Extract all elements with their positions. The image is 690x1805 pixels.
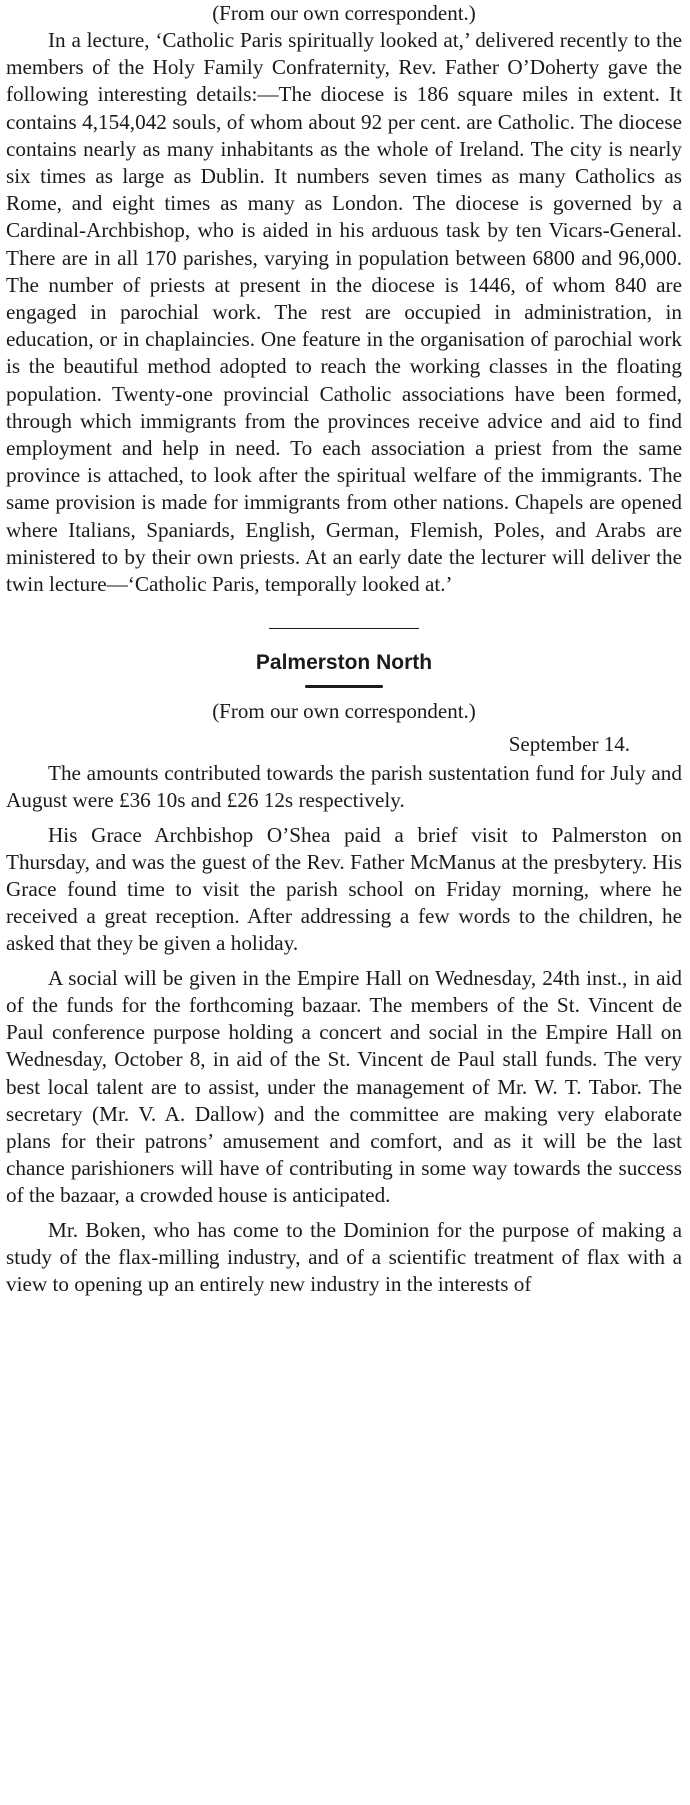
dateline: September 14. — [508, 732, 630, 757]
title-underline — [305, 685, 383, 688]
article-paris — [6, 0, 682, 598]
article-paragraph: In a lecture, ‘Catholic Paris spiritually looked at,’ delivered recently to the members of the Holy Family Confraternity, Rev. Father O’Doherty gave the following interesting details:—The diocese is 186 square miles in extent. It contains 4,154,042 souls, of whom about 92 per cent. are Catholic. The diocese contains nearly as many inhabitants as the whole of Ireland. The city is nearly six times as large as Dublin. It numbers seven times as many Catholics as Rome, and eight times as many as London. The diocese is governed by a Cardinal-Archbishop, who is aided in his arduous task by ten Vicars-General. There are in all 170 parishes, varying in population between 6800 and 96,000. The number of priests at present in the diocese is 1446, of whom 840 are engaged in parochial work. The rest are occupied in administration, in education, or in chaplaincies. One feature in the organisation of parochial work is the beautiful method adopted to reach the working classes in the floating population. Twenty-one provincial Catholic associations have been formed, through which immigrants from the provinces receive advice and aid to find employment and help in need. To each association a priest from the same province is attached, to look after the spiritual welfare of the immigrants. The same provision is made for immigrants from other nations. Chapels are opened where Italians, Spaniards, English, German, Flemish, Poles, and Arabs are ministered to by their own priests. At an early date the lecturer will deliver the twin lecture—‘Catholic Paris, temporally looked at.’ — [6, 28, 682, 597]
section-title: Palmerston North — [255, 651, 433, 675]
article-paragraph: A social will be given in the Empire Hall on Wednesday, 24th inst., in aid of the funds for the forthcoming bazaar. The members of the St. Vincent de Paul conference purpose holding a concert and social in the Empire Hall on Wednesday, October 8, in aid of the St. Vincent de Paul stall funds. The very best local talent are to assist, under the management of Mr. W. T. Tabor. The secretary (Mr. V. A. Dallow) and the committee are making very elaborate plans for their patrons’ amusement and comfort, and as it will be the last chance parishioners will have of contributing in some way towards the success of the bazaar, a crowded house is anticipated. — [6, 965, 682, 1208]
article-palmerston-north — [6, 649, 682, 1298]
section-divider — [269, 628, 419, 629]
correspondent-byline: (From our own correspondent.) — [212, 1, 476, 25]
article-paragraph: The amounts contributed towards the parish sustentation fund for July and August were £36 10s and £26 12s respectively. — [6, 761, 682, 813]
article-paragraph: Mr. Boken, who has come to the Dominion for the purpose of making a study of the flax-milling industry, and of a scientific treatment of flax with a view to opening up an entirely new industry in the interests of — [6, 1217, 682, 1296]
article-paragraph: His Grace Archbishop O’Shea paid a brief visit to Palmerston on Thursday, and was the guest of the Rev. Father McManus at the presbytery. His Grace found time to visit the parish school on Friday morning, where he received a great reception. After addressing a few words to the children, he asked that they be given a holiday. — [6, 822, 682, 956]
correspondent-byline: (From our own correspondent.) — [212, 699, 476, 724]
